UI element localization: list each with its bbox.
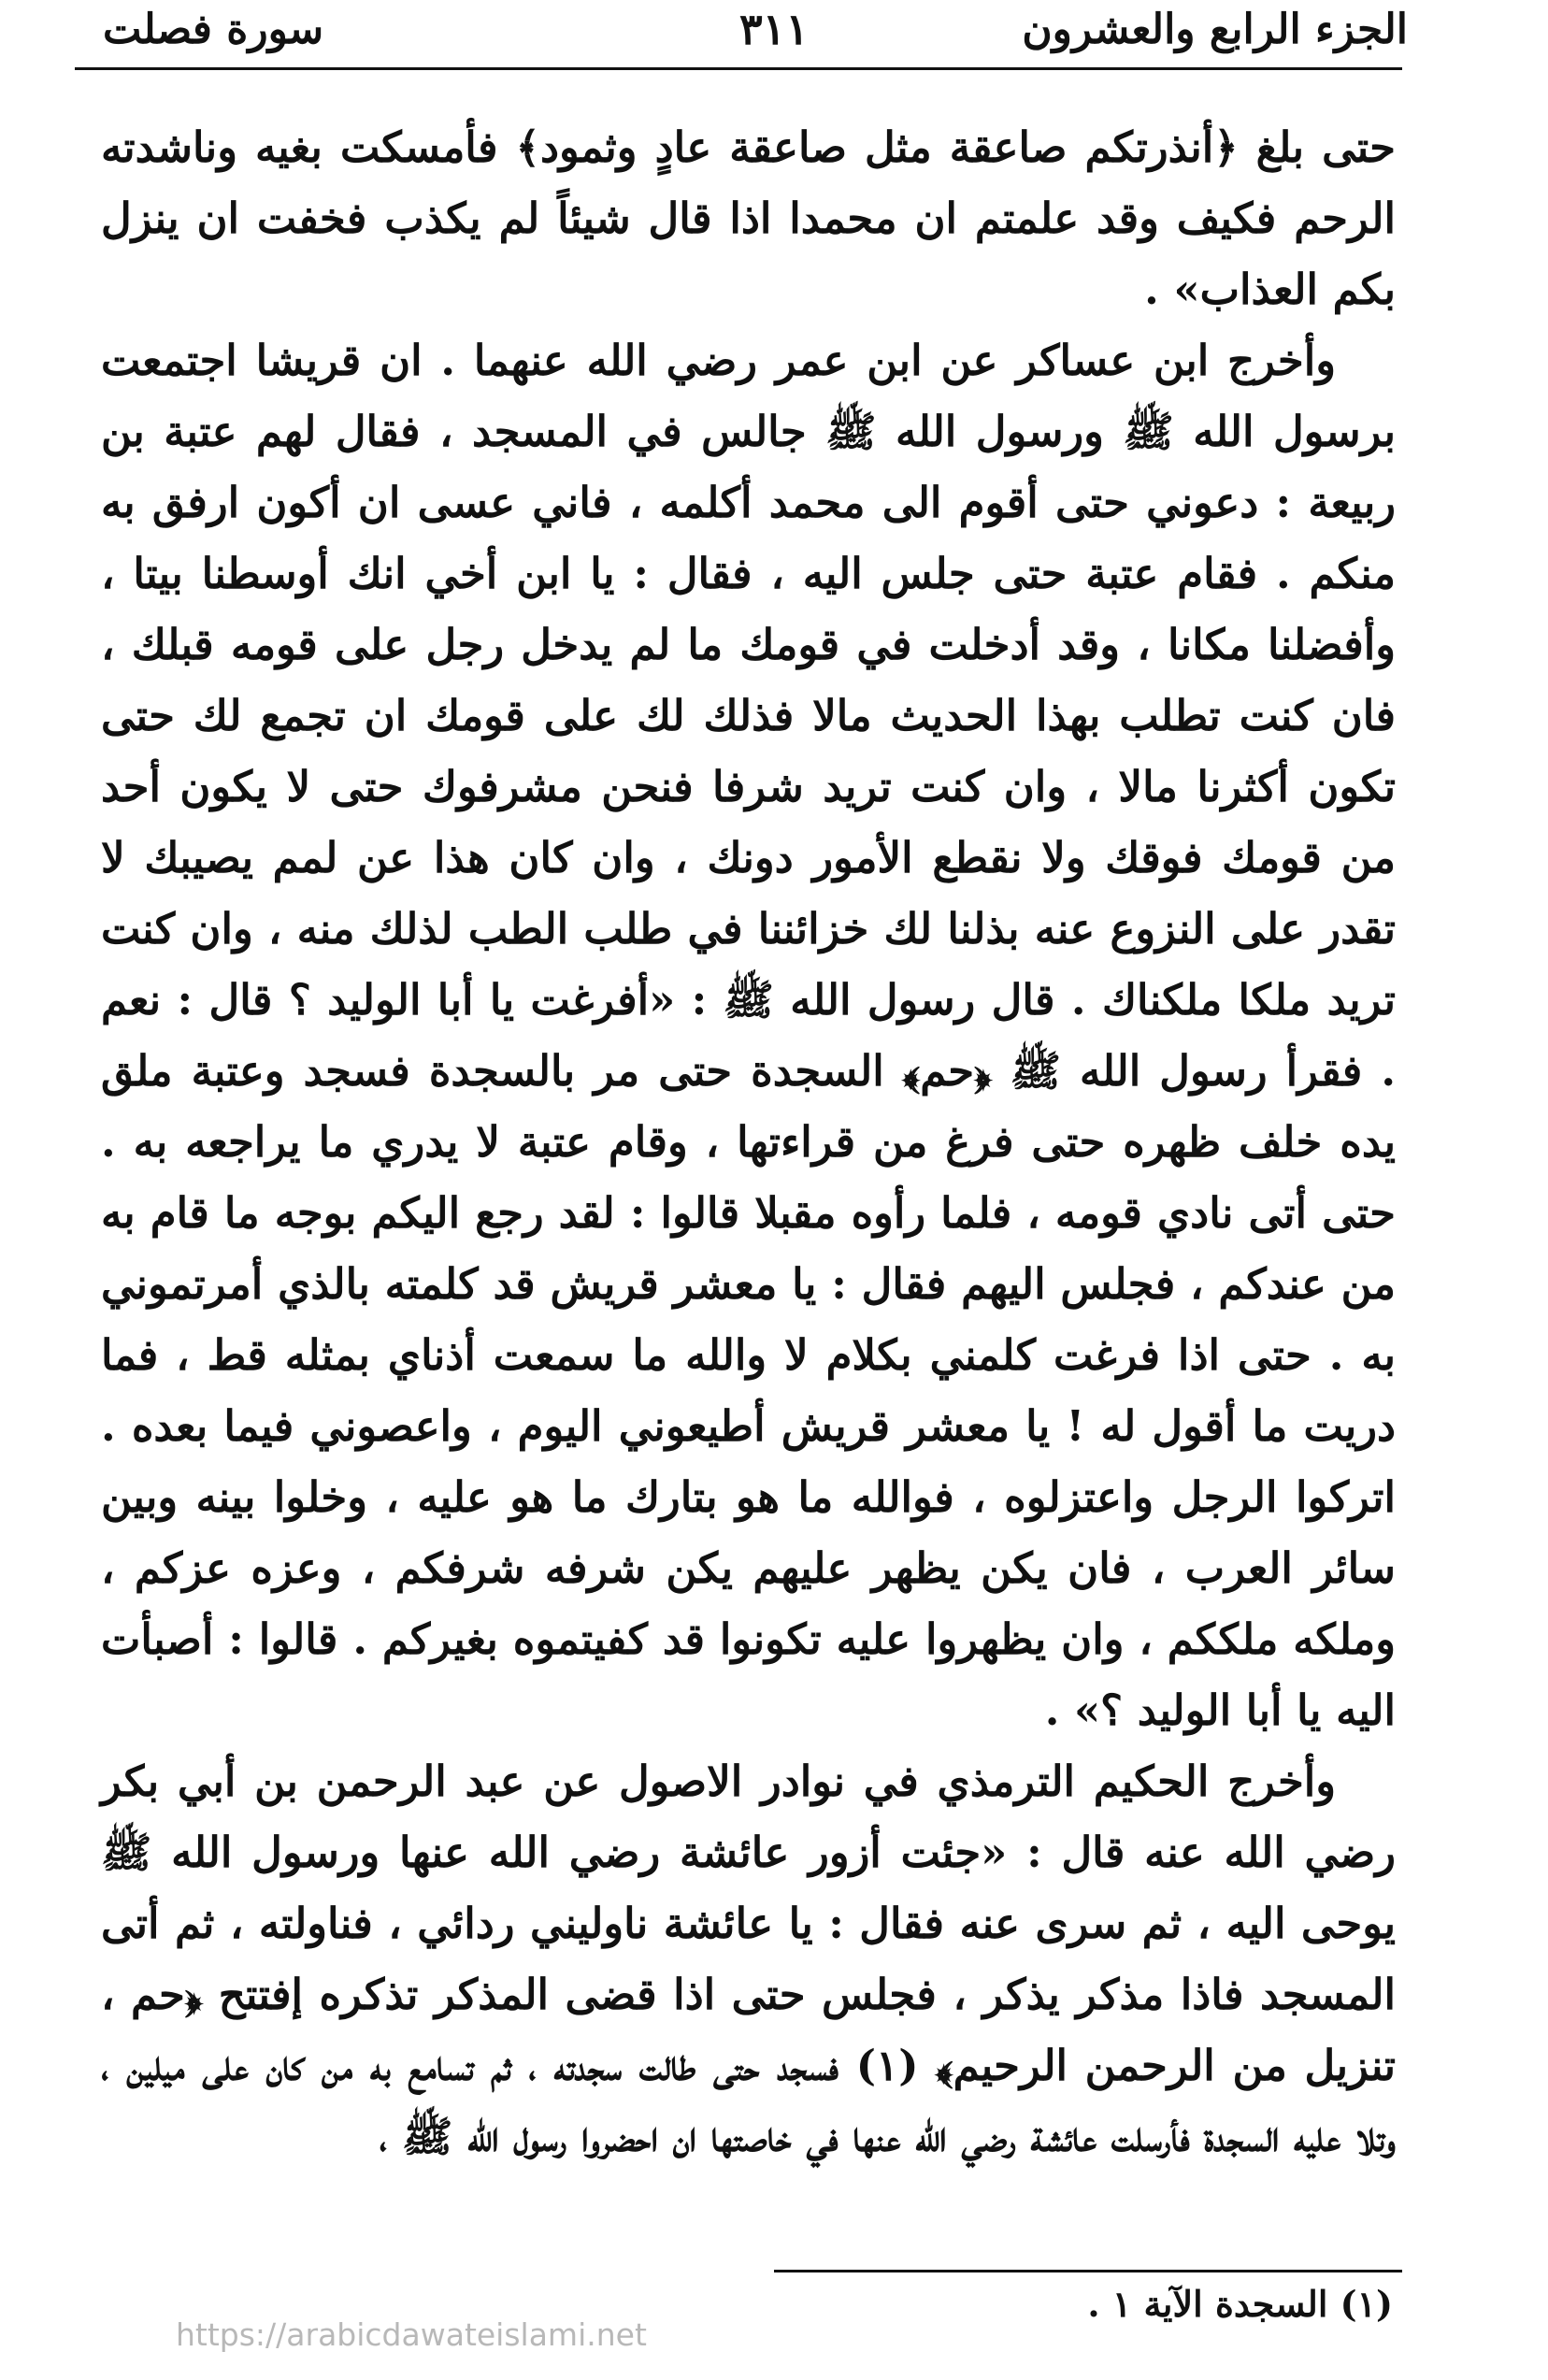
page-header [0, 0, 1548, 65]
header-divider [75, 67, 1402, 70]
footnote-divider [774, 2270, 1402, 2272]
main-text [101, 112, 1396, 2172]
paragraph-1: حتى بلغ ﴿أنذرتكم صاعقة مثل صاعقة عادٍ وثمود﴾ فأمسكت بغيه وناشدته الرحم فكيف وقد علمتم ان محمدا اذا قال شيئاً لم يكذب فخفت ان ينزل بكم العذاب» . [101, 122, 1396, 314]
page-number: ٣١١ [738, 4, 810, 54]
watermark-url: https://arabicdawateislami.net [176, 2316, 647, 2353]
paragraph-2: وأخرج ابن عساكر عن ابن عمر رضي الله عنهما . ان قريشا اجتمعت برسول الله ﷺ ورسول الله ﷺ جالس في المسجد ، فقال لهم عتبة بن ربيعة : دعوني حتى أقوم الى محمد أكلمه ، فاني عسى ان أكون ارفق به منكم . فقام عتبة حتى جلس اليه ، فقال : يا ابن أخي انك أوسطنا بيتا ، وأفضلنا مكانا ، وقد أدخلت في قومك ما لم يدخل رجل على قومه قبلك ، فان كنت تطلب بهذا الحديث مالا فذلك لك على قومك ان تجمع لك حتى تكون أكثرنا مالا ، وان كنت تريد شرفا فنحن مشرفوك حتى لا يكون أحد من قومك فوقك ولا نقطع الأمور دونك ، وان كان هذا عن لمم يصيبك لا تقدر على النزوع عنه بذلنا لك خزائننا في طلب الطب لذلك منه ، وان كنت تريد ملكا ملكناك . قال رسول الله ﷺ : «أفرغت يا أبا الوليد ؟ قال : نعم . فقرأ رسول الله ﷺ ﴿حم﴾ السجدة حتى مر بالسجدة فسجد وعتبة ملق يده خلف ظهره حتى فرغ من قراءتها ، وقام عتبة لا يدري ما يراجعه به . حتى أتى نادي قومه ، فلما رأوه مقبلا قالوا : لقد رجع اليكم بوجه ما قام به من عندكم ، فجلس اليهم فقال : يا معشر قريش قد كلمته بالذي أمرتموني به . حتى اذا فرغت كلمني بكلام لا والله ما سمعت أذناي بمثله قط ، فما دريت ما أقول له ! يا معشر قريش أطيعوني اليوم ، واعصوني فيما بعده . اتركوا الرجل واعتزلوه ، فوالله ما هو بتارك ما هو عليه ، وخلوا بينه وبين سائر العرب ، فان يكن يظهر عليهم يكن شرفه شرفكم ، وعزه عزكم ، وملكه ملككم ، وان يظهروا عليه تكونوا قد كفيتموه بغيركم . قالوا : أصبأت اليه يا أبا الوليد ؟» . [101, 336, 1397, 1735]
paragraph-3: وأخرج الحكيم الترمذي في نوادر الاصول عن عبد الرحمن بن أبي بكر رضي الله عنه قال : «جئت أزور عائشة رضي الله عنها ورسول الله ﷺ يوحى اليه ، ثم سرى عنه فقال : يا عائشة ناوليني ردائي ، فناولته ، ثم أتى المسجد فاذا مذكر يذكر ، فجلس حتى اذا قضى المذكر تذكره إفتتح ﴿حم ، تنزيل من الرحمن الرحيم﴾ (١) فسجد حتى طالت سجدته ، ثم تسامع به من كان على ميلين ، وتلا عليه السجدة فأرسلت عائشة رضي الله عنها في خاصتها ان احضروا رسول الله ﷺ ، [101, 1756, 1396, 2161]
part-title: الجزء الرابع والعشرون [1022, 6, 1408, 53]
footnote: (١) السجدة الآية ١ . [1087, 2283, 1393, 2325]
surah-title: سورة فصلت [103, 6, 324, 53]
